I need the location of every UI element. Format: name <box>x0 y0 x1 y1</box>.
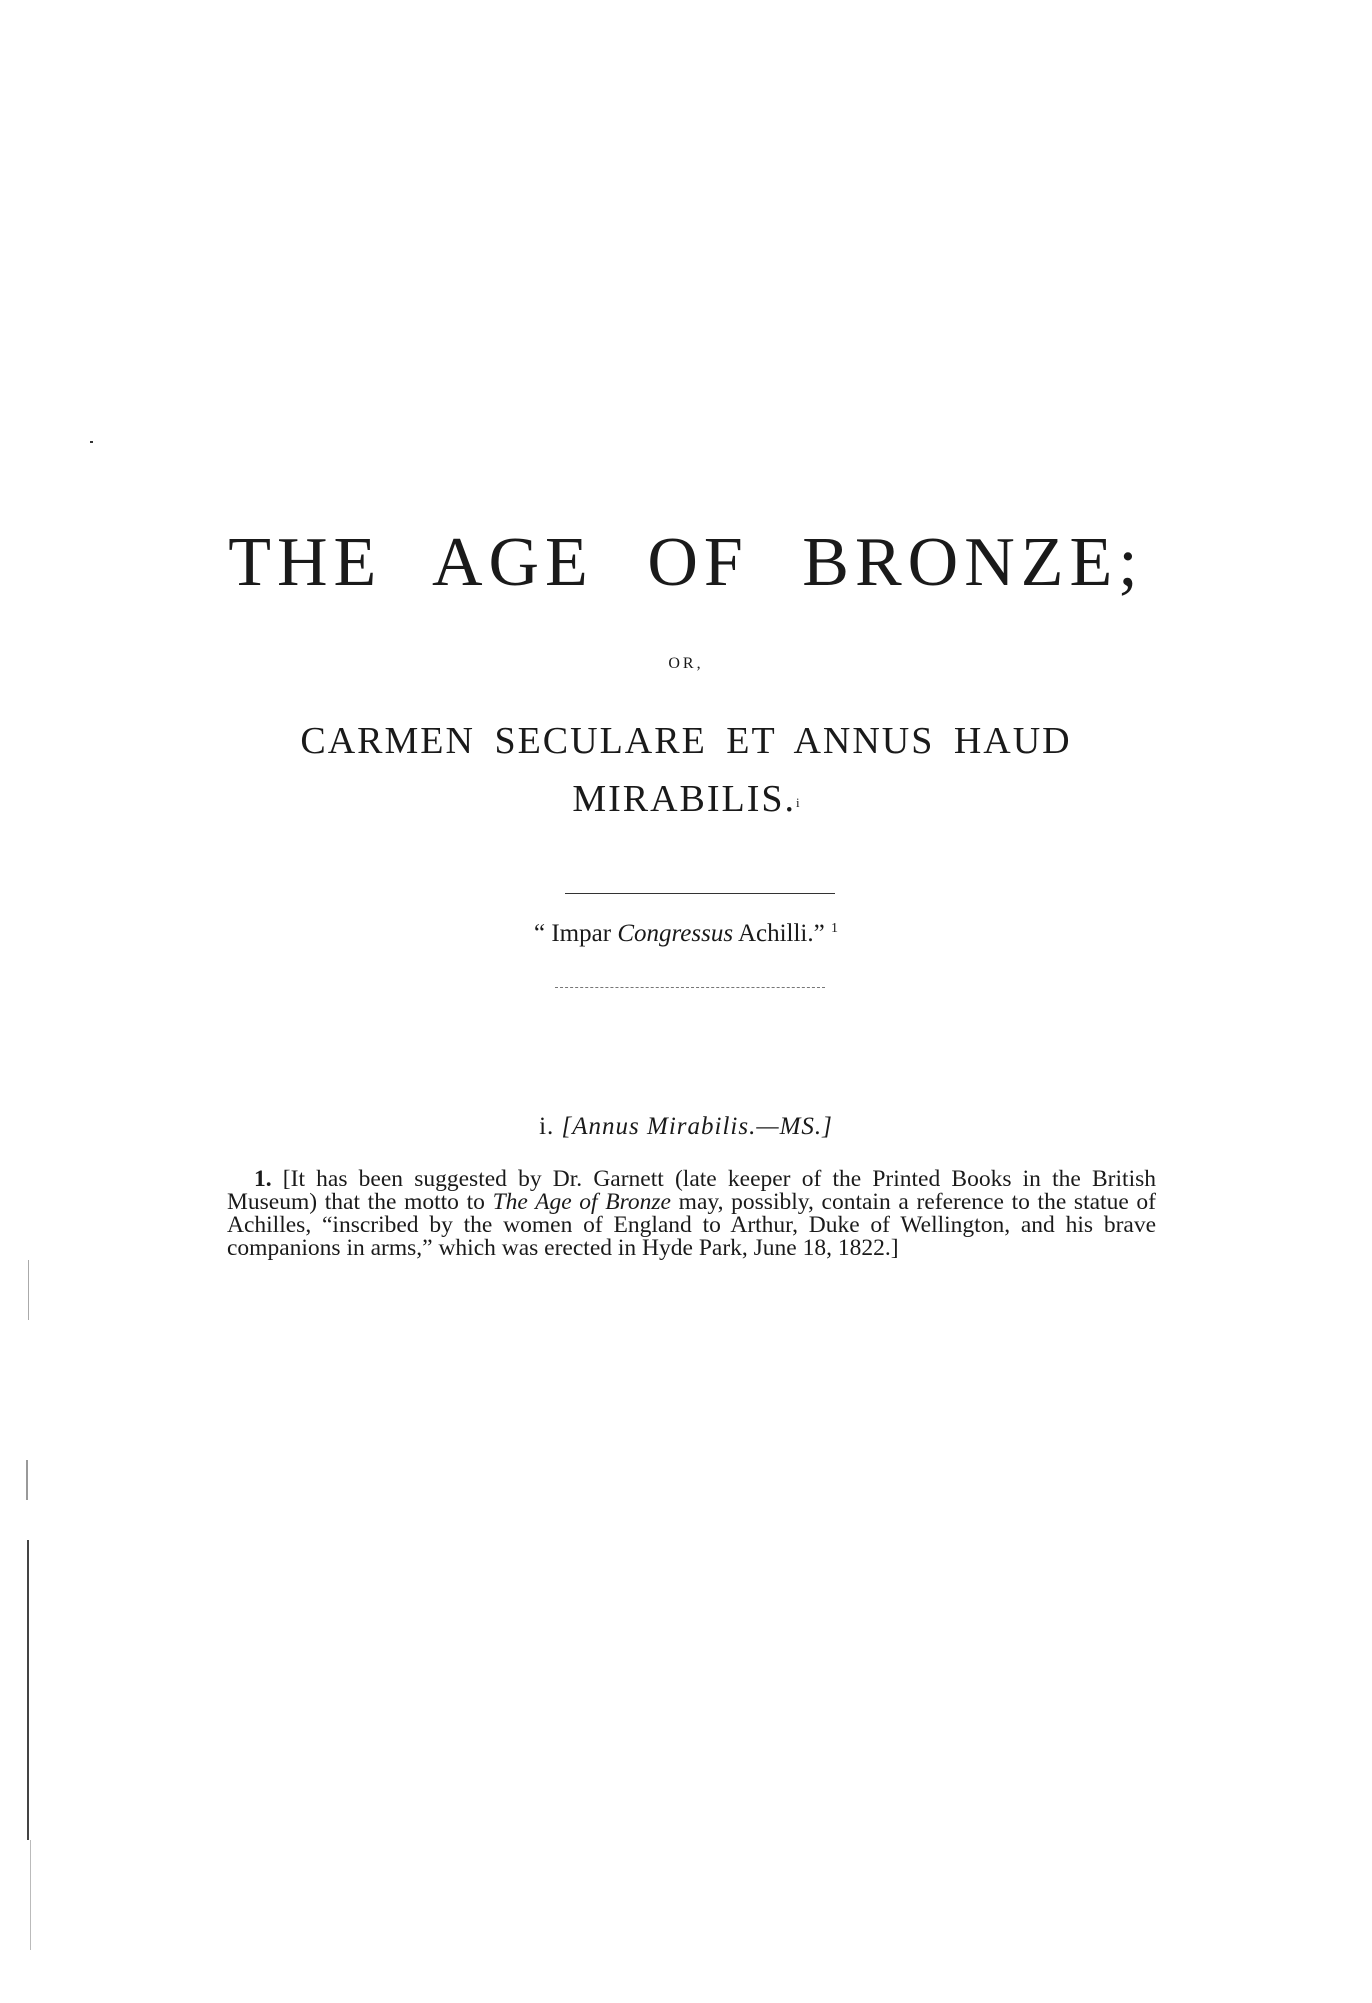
subtitle-line-1: CARMEN SECULARE ET ANNUS HAUD <box>300 720 1072 762</box>
footnote <box>227 1168 1156 1260</box>
rule-bottom <box>555 987 825 988</box>
variant-note <box>0 1113 1372 1141</box>
rule-top <box>565 893 835 894</box>
scan-artifact <box>30 1840 31 1950</box>
motto-italic: Congressus <box>617 920 734 947</box>
footnote-marker: 1. <box>254 1166 272 1192</box>
subtitle <box>0 712 1372 828</box>
motto <box>0 920 1372 948</box>
footnote-italic-title: The Age of Bronze <box>492 1189 671 1215</box>
variant-note-label: i. <box>539 1113 562 1140</box>
subtitle-variant-marker: i <box>796 795 800 810</box>
motto-rest: Achilli.” <box>733 920 831 947</box>
page-title: THE AGE OF BRONZE; <box>228 524 1144 601</box>
scan-artifact <box>27 1540 29 1840</box>
variant-note-text: [Annus Mirabilis.—MS.] <box>561 1113 833 1140</box>
motto-footnote-marker: 1 <box>830 921 838 936</box>
footnote-text-after: may, possibly, contain a reference to the statue of Achilles, “inscribed by the women of England to Arthur, Duke of Wellington, and his brave companions in arms,” which was erected in Hyde Park, June 18, 1822.] <box>227 1189 1157 1261</box>
scan-artifact <box>26 1460 28 1500</box>
motto-open: “ Impar <box>534 920 618 947</box>
title-or: OR, <box>668 655 704 672</box>
scan-artifact <box>90 441 93 443</box>
footnote-text-before: [It has been suggested by Dr. Garnett (late keeper of the Printed Books in the British Museum) that the motto to <box>227 1166 1156 1215</box>
subtitle-line-2: MIRABILIS. <box>572 778 797 820</box>
scan-artifact <box>28 1260 29 1320</box>
